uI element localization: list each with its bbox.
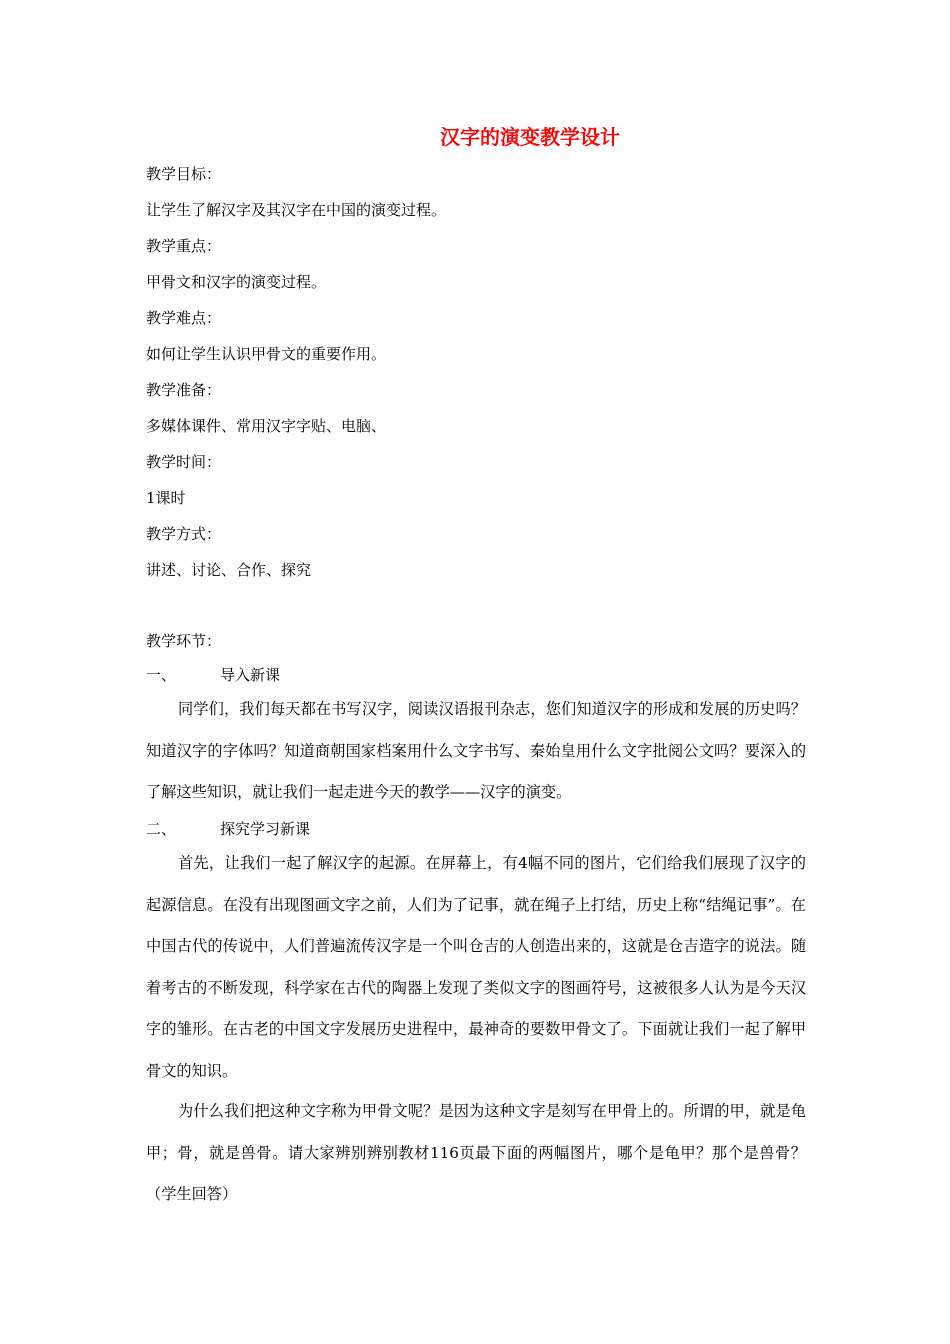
document-title: 汉字的演变教学设计 [440,125,620,149]
section-number: 二、 [146,820,177,838]
key-point-label: 教学重点： [146,237,222,255]
section-title: 导入新课 [220,666,281,684]
method-label: 教学方式： [146,525,222,543]
objective-text: 让学生了解汉字及其汉字在中国的演变过程。 [146,201,447,219]
section-title: 探究学习新课 [220,820,311,838]
section-heading-1 [146,664,280,686]
oracle-bone-paragraph: 为什么我们把这种文字称为甲骨文呢？是因为这种文字是刻写在甲骨上的。所谓的甲，就是龟甲；骨，就是兽骨。请大家辨别辨别教材116页最下面的两幅图片，哪个是龟甲？那个是兽骨？（学生回答） [146,1102,806,1203]
difficulty-label: 教学难点： [146,309,222,327]
key-point-text: 甲骨文和汉字的演变过程。 [146,273,327,291]
difficulty-text: 如何让学生认识甲骨文的重要作用。 [146,345,387,363]
section-heading-2 [146,818,310,840]
objective-label: 教学目标： [146,165,222,183]
method-text: 讲述、讨论、合作、探究 [146,561,312,579]
preparation-text: 多媒体课件、常用汉字字贴、电脑、 [146,417,387,435]
intro-paragraph: 同学们，我们每天都在书写汉字，阅读汉语报刊杂志，您们知道汉字的形成和发展的历史吗？知道汉字的字体吗？知道商朝国家档案用什么文字书写、秦始皇用什么文字批阅公文吗？要深入的了解这些知识，就让我们一起走进今天的教学——汉字的演变。 [146,700,806,801]
preparation-label: 教学准备： [146,381,222,399]
time-text: 1课时 [146,489,186,507]
section-number: 一、 [146,666,177,684]
steps-label: 教学环节： [146,632,222,650]
origin-paragraph: 首先，让我们一起了解汉字的起源。在屏幕上，有4幅不同的图片，它们给我们展现了汉字的起源信息。在没有出现图画文字之前，人们为了记事，就在绳子上打结，历史上称“结绳记事”。在中国古代的传说中，人们普遍流传汉字是一个叫仓吉的人创造出来的，这就是仓吉造字的说法。随着考古的不断发现，科学家在古代的陶器上发现了类似文字的图画符号，这被很多人认为是今天汉字的雏形。在古老的中国文字发展历史进程中，最神奇的要数甲骨文了。下面就让我们一起了解甲骨文的知识。 [146,854,806,1080]
time-label: 教学时间： [146,453,222,471]
